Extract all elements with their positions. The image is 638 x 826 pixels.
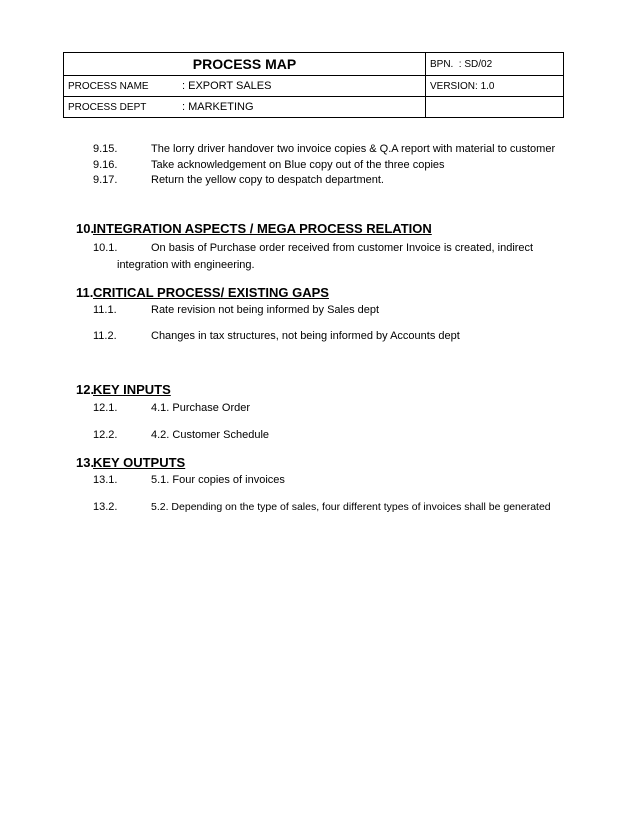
item-number: 13.1. (93, 474, 118, 486)
item-number: 11.2. (93, 330, 117, 342)
process-dept-value: : MARKETING (182, 101, 254, 113)
header-process-name (64, 76, 426, 97)
step-text: Return the yellow copy to despatch department. (151, 174, 384, 186)
section-number: 13. (76, 455, 95, 470)
section-number: 12. (76, 382, 95, 397)
header-process-dept (64, 97, 426, 118)
item-text: On basis of Purchase order received from customer Invoice is created, indirect (151, 242, 534, 254)
bpn-label: BPN. (430, 58, 454, 70)
section-title: KEY OUTPUTS (93, 455, 186, 470)
section-heading-integration (76, 221, 432, 236)
section-heading-critical-gaps (76, 285, 329, 300)
item-text: 5.1. Four copies of invoices (151, 474, 285, 486)
process-map-header (63, 52, 564, 118)
section-title: INTEGRATION ASPECTS / MEGA PROCESS RELATION (93, 221, 432, 236)
step-number: 9.15. (93, 143, 118, 155)
section-title: CRITICAL PROCESS/ EXISTING GAPS (93, 285, 329, 300)
item-text: 4.1. Purchase Order (151, 402, 251, 414)
section-number: 10. (76, 221, 95, 236)
step-text: The lorry driver handover two invoice copies & Q.A report with material to customer (151, 143, 556, 155)
header-bpn (426, 53, 564, 76)
item-number: 12.2. (93, 429, 118, 441)
item-text: Changes in tax structures, not being informed by Accounts dept (151, 330, 460, 342)
process-dept-label: PROCESS DEPT (68, 102, 147, 113)
bpn-value: : SD/02 (458, 58, 493, 70)
section-heading-key-outputs (76, 455, 185, 470)
header-title: PROCESS MAP (64, 53, 426, 76)
process-name-value: : EXPORT SALES (182, 80, 272, 92)
section-heading-key-inputs (76, 382, 171, 397)
step-text: Take acknowledgement on Blue copy out of the three copies (151, 159, 445, 171)
item-number: 10.1. (93, 242, 118, 254)
item-text: Rate revision not being informed by Sales dept (151, 304, 380, 316)
header-version: VERSION: 1.0 (426, 76, 564, 97)
section-number: 11. (76, 285, 94, 300)
header-empty-cell (426, 97, 564, 118)
item-text-continued: integration with engineering. (117, 259, 255, 271)
step-number: 9.17. (93, 174, 118, 186)
item-number: 13.2. (93, 501, 118, 513)
item-number: 12.1. (93, 402, 118, 414)
process-name-label: PROCESS NAME (68, 81, 149, 92)
item-text: 5.2. Depending on the type of sales, four different types of invoices shall be generated (151, 501, 551, 513)
section-title: KEY INPUTS (93, 382, 171, 397)
item-text: 4.2. Customer Schedule (151, 429, 270, 441)
step-number: 9.16. (93, 159, 118, 171)
item-number: 11.1. (93, 304, 117, 316)
